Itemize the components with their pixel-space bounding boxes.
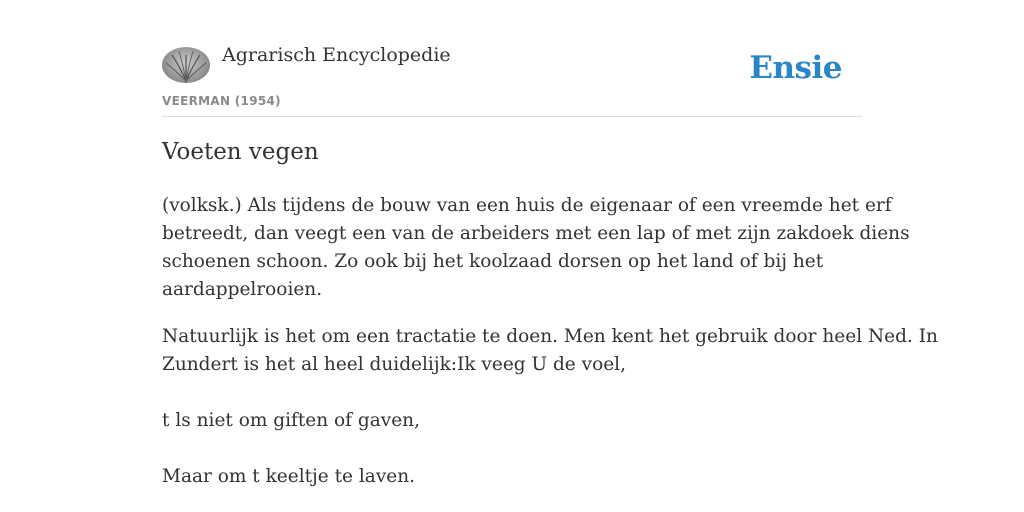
wheat-logo-icon[interactable] [162,47,210,83]
source-label: VEERMAN (1954) [162,94,281,108]
paragraph-1-line: (volksk.) Als tijdens de bouw van een huis de eigenaar of een vreemde het erf [162,195,892,216]
paragraph-1-line: aardappelrooien. [162,279,323,300]
paragraph-2-line: Natuurlijk is het om een tractatie te doen. Men kent het gebruik door heel Ned. In [162,326,938,347]
article-page [162,0,938,487]
paragraph-3 [162,407,862,435]
paragraph-1-line: betreedt, dan veegt een van de arbeiders met een lap of met zijn zakdoek diens [162,223,910,244]
paragraph-4 [162,463,862,491]
paragraph-3-line: t ls niet om giften of gaven, [162,410,420,431]
brand-logo[interactable]: Ensie [749,50,842,86]
paragraph-1 [162,192,910,304]
header [162,0,862,117]
paragraph-4-line: Maar om t keeltje te laven. [162,466,416,487]
paragraph-1-line: schoenen schoon. Zo ook bij het koolzaad dorsen op het land of bij het [162,251,824,272]
site-title[interactable]: Agrarisch Encyclopedie [222,44,451,66]
article-title: Voeten vegen [162,139,319,165]
paragraph-2 [162,323,938,379]
paragraph-2-line: Zundert is het al heel duidelijk:Ik veeg U de voel, [162,354,626,375]
